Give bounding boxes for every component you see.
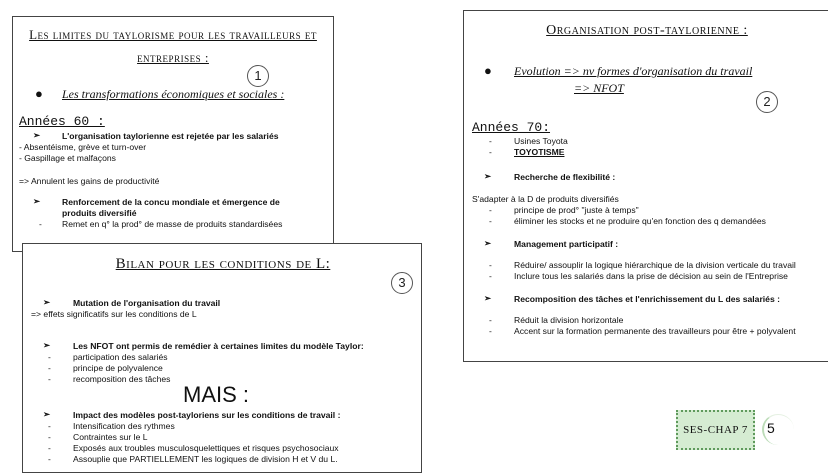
card-taylorism-limits bbox=[12, 16, 334, 252]
card-bilan bbox=[22, 243, 422, 473]
card1-point1-line2: - Gaspillage et malfaçons bbox=[19, 153, 116, 163]
card2-section1-item2: éliminer les stocks et ne produire qu'en fonction des q demandées bbox=[514, 216, 766, 226]
card2-bullet-line1: Evolution => nv formes d'organisation du travail bbox=[514, 64, 753, 78]
dash-icon: - bbox=[48, 374, 51, 384]
dash-icon: - bbox=[489, 326, 492, 336]
card1-point2-title-line1: Renforcement de la concu mondiale et émergence de bbox=[62, 197, 280, 207]
card2-section3-item2: Accent sur la formation permanente des travailleurs pour être + polyvalent bbox=[514, 326, 796, 336]
arrow-icon: ➢ bbox=[484, 293, 492, 303]
arrow-icon: ➢ bbox=[43, 409, 51, 419]
dash-icon: - bbox=[48, 454, 51, 464]
card2-bullet-line2: => NFOT bbox=[574, 81, 624, 95]
card2-section1-item1: principe de prod° "juste à temps" bbox=[514, 205, 639, 215]
arrow-icon: ➢ bbox=[484, 238, 492, 248]
card1-title-line1: Les limites du taylorisme pour les travailleurs et bbox=[29, 27, 317, 42]
card3-point3-item2: Contraintes sur le L bbox=[73, 432, 148, 442]
dash-icon: - bbox=[48, 432, 51, 442]
card1-point1-title: L'organisation taylorienne est rejetée par les salariés bbox=[62, 131, 279, 141]
dash-icon: - bbox=[48, 421, 51, 431]
dash-icon: - bbox=[48, 352, 51, 362]
card2-years: Années 70: bbox=[472, 120, 551, 135]
card2-firm-2: TOYOTISME bbox=[514, 147, 565, 157]
dash-icon: - bbox=[489, 147, 492, 157]
number-circle-1: 1 bbox=[247, 65, 269, 87]
card3-point3-item3: Exposés aux troubles musculosquelettiques et risques psychosociaux bbox=[73, 443, 339, 453]
card2-section1: Recherche de flexibilité : bbox=[514, 172, 616, 182]
bullet-dot: ● bbox=[35, 86, 43, 101]
card3-point2-item3: recomposition des tâches bbox=[73, 374, 171, 384]
card-post-taylorism bbox=[463, 10, 828, 362]
dash-icon: - bbox=[489, 205, 492, 215]
dash-icon: - bbox=[48, 443, 51, 453]
card1-note: => Annulent les gains de productivité bbox=[19, 176, 160, 186]
card3-point3-item4: Assouplie que PARTIELLEMENT les logiques de division H et V du L. bbox=[73, 454, 338, 464]
card3-point2-item1: participation des salariés bbox=[73, 352, 168, 362]
card1-point2-title-line2: produits diversifié bbox=[62, 208, 137, 218]
card1-years: Années 60 : bbox=[19, 114, 105, 129]
dash-icon: - bbox=[489, 260, 492, 270]
dash-icon: - bbox=[39, 219, 42, 229]
dash-icon: - bbox=[48, 363, 51, 373]
card1-title-line2: entreprises : bbox=[137, 50, 209, 65]
card3-point1-title: Mutation de l'organisation du travail bbox=[73, 298, 221, 308]
card2-section1-intro: S'adapter à la D de produits diversifiés bbox=[472, 194, 619, 204]
card2-section3-item1: Réduit la division horizontale bbox=[514, 315, 624, 325]
dash-icon: - bbox=[489, 315, 492, 325]
card3-mais: MAIS : bbox=[183, 382, 250, 407]
chapter-tag: SES-CHAP 7 bbox=[676, 410, 755, 450]
card1-point2-item: Remet en q° la prod° de masse de produits standardisées bbox=[62, 219, 283, 229]
card2-firm-1: Usines Toyota bbox=[514, 136, 568, 146]
card1-point1-line1: - Absentéisme, grève et turn-over bbox=[19, 142, 147, 152]
card2-section2: Management participatif : bbox=[514, 239, 619, 249]
number-circle-3: 3 bbox=[391, 272, 413, 294]
arrow-icon: ➢ bbox=[43, 297, 51, 307]
card2-section2-item1: Réduire/ assouplir la logique hiérarchique de la division verticale du travail bbox=[514, 260, 796, 270]
card1-bullet-heading: Les transformations économiques et sociales : bbox=[62, 87, 285, 101]
bullet-dot: ● bbox=[484, 63, 492, 78]
card3-point3-item1: Intensification des rythmes bbox=[73, 421, 175, 431]
page-number: 5 bbox=[767, 420, 775, 436]
card2-title: Organisation post-taylorienne : bbox=[546, 23, 748, 38]
card2-section2-item2: Inclure tous les salariés dans la prise de décision au sein de l'Entreprise bbox=[514, 271, 788, 281]
card3-point2-title: Les NFOT ont permis de remédier à certaines limites du modèle Taylor: bbox=[73, 341, 364, 351]
dash-icon: - bbox=[489, 216, 492, 226]
card3-title: Bilan pour les conditions de L: bbox=[115, 256, 331, 272]
arrow-icon: ➢ bbox=[33, 130, 41, 140]
number-circle-2: 2 bbox=[756, 91, 778, 113]
arrow-icon: ➢ bbox=[484, 171, 492, 181]
card3-point2-item2: principe de polyvalence bbox=[73, 363, 163, 373]
card2-section3: Recomposition des tâches et l'enrichissement du L des salariés : bbox=[514, 294, 780, 304]
card3-point1-note: => effets significatifs sur les conditions de L bbox=[31, 309, 197, 319]
card3-point3-title: Impact des modèles post-tayloriens sur les conditions de travail : bbox=[73, 410, 341, 420]
dash-icon: - bbox=[489, 136, 492, 146]
arrow-icon: ➢ bbox=[33, 196, 41, 206]
dash-icon: - bbox=[489, 271, 492, 281]
arrow-icon: ➢ bbox=[43, 340, 51, 350]
